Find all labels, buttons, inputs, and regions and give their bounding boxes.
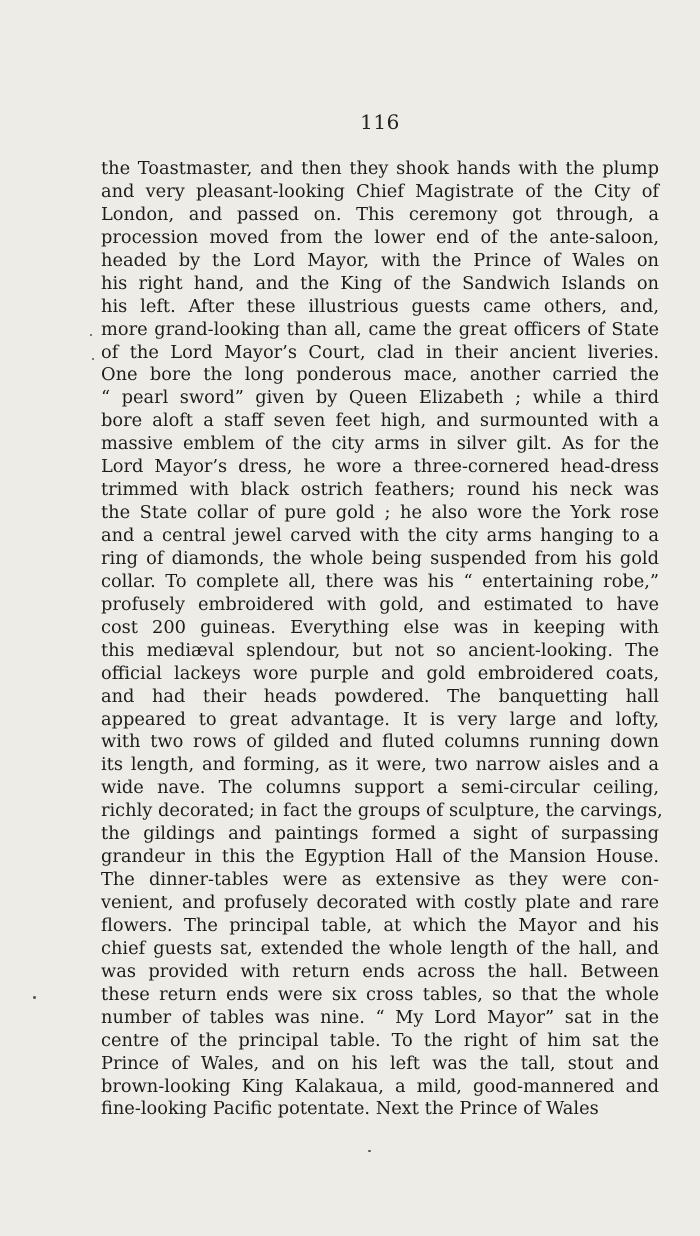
text-line: the State collar of pure gold ; he also wore the York rose	[101, 502, 659, 524]
text-line: flowers. The principal table, at which the Mayor and his	[101, 914, 659, 936]
text-line: The dinner-tables were as extensive as they were con-	[101, 869, 659, 891]
text-line: bore aloft a staff seven feet high, and surmounted with a	[101, 410, 659, 432]
text-line: London, and passed on. This ceremony got through, a	[101, 203, 659, 225]
text-line: the gildings and paintings formed a sight of surpassing	[101, 823, 659, 845]
text-line: his left. After these illustrious guests came others, and,	[101, 295, 659, 317]
text-line: headed by the Lord Mayor, with the Prince of Wales on	[101, 249, 659, 271]
text-line: Prince of Wales, and on his left was the tall, stout and	[101, 1052, 659, 1074]
ink-speck	[368, 1150, 371, 1152]
text-line: its length, and forming, as it were, two narrow aisles and a	[101, 754, 659, 776]
text-line: profusely embroidered with gold, and estimated to have	[101, 593, 659, 615]
text-line: collar. To complete all, there was his “ entertaining robe,”	[101, 570, 659, 592]
text-line: and very pleasant-looking Chief Magistrate of the City of	[101, 180, 659, 202]
body-text	[101, 158, 663, 1121]
ink-speck	[90, 334, 92, 336]
text-line: his right hand, and the King of the Sandwich Islands on	[101, 272, 659, 294]
text-line: the Toastmaster, and then they shook hands with the plump	[101, 158, 659, 179]
text-line: massive emblem of the city arms in silver gilt. As for the	[101, 433, 659, 455]
text-line: was provided with return ends across the hall. Between	[101, 960, 659, 982]
text-line: these return ends were six cross tables, so that the whole	[101, 983, 659, 1005]
text-line: grandeur in this the Egyption Hall of the Mansion House.	[101, 846, 659, 868]
text-line: cost 200 guineas. Everything else was in keeping with	[101, 616, 659, 638]
text-line: and had their heads powdered. The banquetting hall	[101, 685, 659, 707]
text-line: appeared to great advantage. It is very large and lofty,	[101, 708, 659, 730]
text-line: “ pearl sword” given by Queen Elizabeth ; while a third	[101, 387, 659, 409]
text-line: fine-looking Pacific potentate. Next the Prince of Wales	[101, 1098, 599, 1120]
text-line: ring of diamonds, the whole being suspended from his gold	[101, 547, 659, 569]
text-line: wide nave. The columns support a semi-circular ceiling,	[101, 777, 659, 799]
ink-speck	[33, 996, 36, 999]
page-number: 116	[360, 110, 400, 134]
text-line: this mediæval splendour, but not so ancient-looking. The	[101, 639, 659, 661]
text-line: of the Lord Mayor’s Court, clad in their ancient liveries.	[101, 341, 659, 363]
text-line: more grand-looking than all, came the great officers of State	[101, 318, 659, 340]
text-line: procession moved from the lower end of the ante-saloon,	[101, 226, 659, 248]
text-line: centre of the principal table. To the right of him sat the	[101, 1029, 659, 1051]
text-line: venient, and profusely decorated with costly plate and rare	[101, 892, 659, 913]
text-line: trimmed with black ostrich feathers; round his neck was	[101, 479, 659, 501]
text-line: and a central jewel carved with the city arms hanging to a	[101, 525, 659, 546]
text-line: Lord Mayor’s dress, he wore a three-cornered head-dress	[101, 456, 659, 478]
text-line: number of tables was nine. “ My Lord Mayor” sat in the	[101, 1006, 659, 1028]
text-line: brown-looking King Kalakaua, a mild, good-mannered and	[101, 1075, 659, 1097]
text-line: official lackeys wore purple and gold embroidered coats,	[101, 662, 659, 684]
text-line: chief guests sat, extended the whole length of the hall, and	[101, 937, 659, 959]
text-line: with two rows of gilded and fluted columns running down	[101, 731, 659, 753]
text-line: One bore the long ponderous mace, another carried the	[101, 364, 659, 386]
text-line: richly decorated; in fact the groups of sculpture, the carvings,	[101, 800, 663, 822]
ink-speck	[92, 358, 94, 360]
